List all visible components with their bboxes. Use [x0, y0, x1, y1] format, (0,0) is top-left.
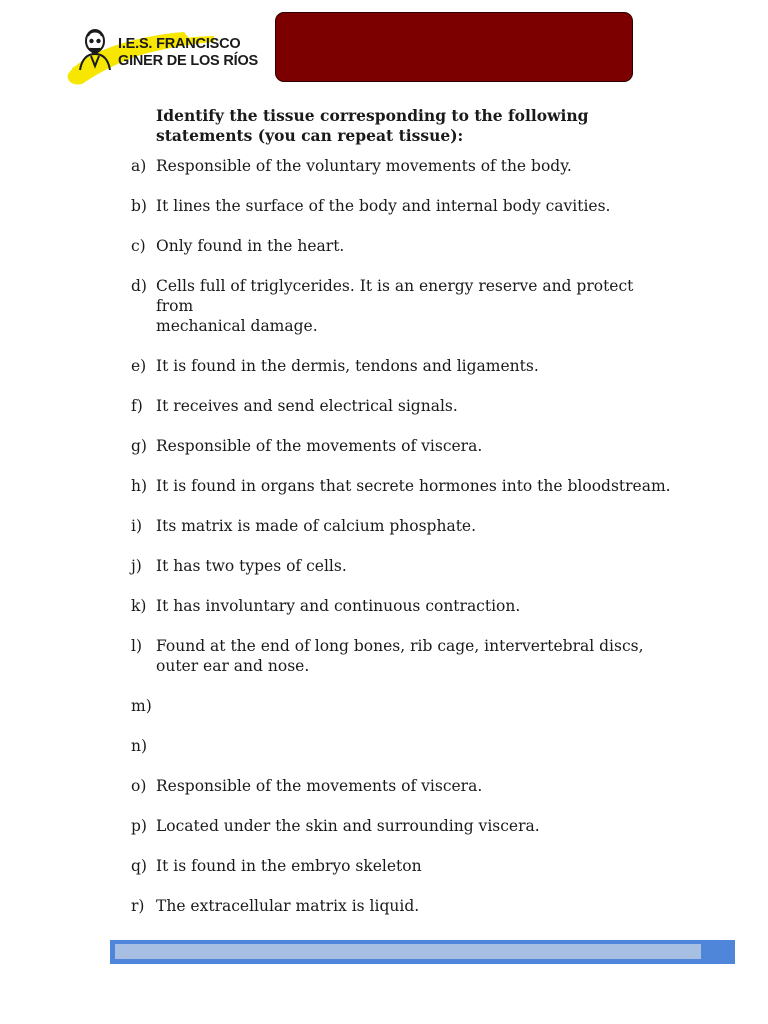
question-letter: q) — [131, 857, 147, 875]
question-item — [131, 236, 671, 256]
question-letter: r) — [131, 897, 145, 915]
question-item — [131, 516, 671, 536]
question-letter: b) — [131, 197, 147, 215]
question-text: Responsible of the voluntary movements of the body. — [156, 157, 572, 175]
question-letter: i) — [131, 517, 143, 535]
question-text: It is found in organs that secrete hormones into the bloodstream. — [156, 477, 671, 495]
question-letter: a) — [131, 157, 147, 175]
question-letter: g) — [131, 437, 147, 455]
question-letter: d) — [131, 277, 147, 295]
question-text: Its matrix is made of calcium phosphate. — [156, 517, 477, 535]
logo-text — [118, 36, 258, 70]
question-text: It has involuntary and continuous contraction. — [156, 597, 521, 615]
question-item — [131, 436, 671, 456]
question-letter: h) — [131, 477, 148, 495]
logo-line-2: GINER DE LOS RÍOS — [118, 53, 259, 69]
question-item — [131, 736, 671, 756]
instructions: Identify the tissue corresponding to the following statements (you can repeat tissue): — [156, 106, 589, 145]
title-box — [275, 12, 633, 82]
question-letter: o) — [131, 777, 147, 795]
question-text: Found at the end of long bones, rib cage, intervertebral discs, outer ear and nose. — [156, 637, 644, 675]
question-list — [131, 156, 671, 916]
question-item — [131, 356, 671, 376]
question-text — [156, 696, 671, 716]
question-text: It receives and send electrical signals. — [156, 397, 458, 415]
question-item — [131, 476, 671, 496]
question-text: It is found in the dermis, tendons and ligaments. — [156, 357, 539, 375]
question-text: Only found in the heart. — [156, 237, 345, 255]
question-item — [131, 776, 671, 796]
footer-bar — [110, 940, 735, 964]
footer-bar-inner — [115, 944, 701, 959]
question-item — [131, 196, 671, 216]
question-text: It is found in the embryo skeleton — [156, 857, 422, 875]
question-item — [131, 696, 671, 716]
school-logo — [64, 22, 259, 86]
question-item — [131, 556, 671, 576]
question-item — [131, 856, 671, 876]
question-item — [131, 596, 671, 616]
question-letter: l) — [131, 637, 143, 655]
question-item — [131, 636, 671, 676]
question-letter: e) — [131, 357, 147, 375]
worksheet — [131, 106, 671, 936]
question-letter: n) — [131, 737, 148, 755]
question-text: It lines the surface of the body and internal body cavities. — [156, 197, 611, 215]
question-text: Responsible of the movements of viscera. — [156, 777, 483, 795]
question-letter: p) — [131, 817, 147, 835]
question-letter: f) — [131, 397, 143, 415]
question-item — [131, 276, 671, 336]
question-text — [156, 736, 671, 756]
question-item — [131, 396, 671, 416]
question-text: Responsible of the movements of viscera. — [156, 437, 483, 455]
question-letter: m) — [131, 697, 152, 715]
question-text: It has two types of cells. — [156, 557, 347, 575]
question-text: The extracellular matrix is liquid. — [156, 897, 420, 915]
question-text: Located under the skin and surrounding viscera. — [156, 817, 540, 835]
question-letter: c) — [131, 237, 146, 255]
logo-line-1: I.E.S. FRANCISCO — [118, 36, 241, 52]
question-letter: j) — [131, 557, 142, 575]
question-item — [131, 816, 671, 836]
question-letter: k) — [131, 597, 147, 615]
question-item — [131, 896, 671, 916]
question-item — [131, 156, 671, 176]
question-text: Cells full of triglycerides. It is an energy reserve and protect from mechanical damage. — [156, 277, 634, 335]
